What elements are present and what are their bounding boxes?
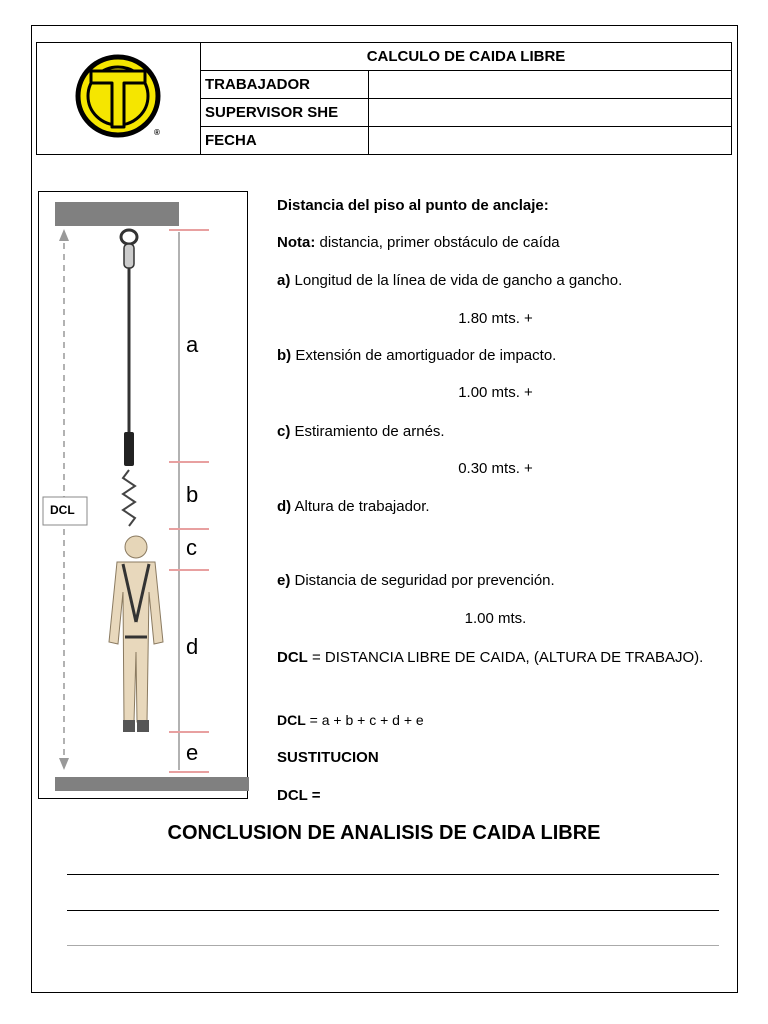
header-table (36, 42, 732, 155)
snap-hook-icon (121, 230, 137, 244)
company-logo (41, 43, 196, 149)
dcl-arrow-bottom (59, 758, 69, 770)
dcl-formula-text: = a + b + c + d + e (305, 712, 424, 728)
dcl-definition-label: DCL (277, 649, 308, 666)
date-field[interactable] (369, 127, 732, 155)
dcl-arrow-top (59, 229, 69, 241)
shock-absorber (124, 432, 134, 466)
item-c-text: Estiramiento de arnés. (290, 423, 445, 440)
worker-figure (109, 536, 163, 732)
note-text: distancia, primer obstáculo de caída (315, 234, 560, 251)
item-c-value: 0.30 mts. + (458, 460, 533, 477)
substitution-label: SUSTITUCION (277, 749, 379, 766)
anchor-beam (55, 202, 179, 226)
segment-label-e: e (186, 740, 199, 765)
logo-cell (37, 43, 201, 155)
item-e-key: e) (277, 572, 291, 589)
section-heading: Distancia del piso al punto de anclaje: (277, 197, 549, 214)
conclusion-line-3[interactable] (67, 945, 719, 946)
item-a-value: 1.80 mts. + (458, 310, 533, 327)
date-label: FECHA (201, 127, 369, 155)
conclusion-title: CONCLUSION DE ANALISIS DE CAIDA LIBRE (167, 822, 601, 844)
dcl-definition (277, 647, 714, 669)
segment-label-c: c (186, 535, 197, 560)
item-b-key: b) (277, 347, 292, 364)
conclusion-line-1[interactable] (67, 874, 719, 875)
spring-icon (123, 470, 135, 526)
worker-label: TRABAJADOR (201, 71, 369, 99)
note-line (277, 234, 714, 252)
item-c (277, 423, 714, 441)
dcl-formula (277, 711, 714, 729)
dcl-result: DCL = (277, 787, 321, 804)
supervisor-label: SUPERVISOR SHE (201, 99, 369, 127)
item-e-text: Distancia de seguridad por prevención. (290, 572, 555, 589)
item-a-text: Longitud de la línea de vida de gancho a gancho. (290, 272, 623, 289)
fall-clearance-diagram (38, 191, 248, 799)
registered-mark: ® (154, 128, 160, 137)
item-e (277, 572, 714, 590)
floor-bar (55, 777, 249, 791)
item-b (277, 347, 714, 365)
item-b-text: Extensión de amortiguador de impacto. (291, 347, 557, 364)
supervisor-field[interactable] (369, 99, 732, 127)
segment-label-a: a (186, 332, 199, 357)
document-title: CALCULO DE CAIDA LIBRE (201, 43, 732, 71)
item-c-key: c) (277, 423, 291, 440)
item-d-key: d) (277, 498, 292, 515)
item-e-value: 1.00 mts. (464, 610, 527, 627)
dcl-formula-label: DCL (277, 712, 306, 728)
diagram-graphic (39, 192, 249, 800)
item-b-value: 1.00 mts. + (458, 384, 533, 401)
note-label: Nota: (277, 234, 316, 251)
dcl-label: DCL (50, 503, 75, 517)
conclusion-line-2[interactable] (67, 910, 719, 911)
item-a (277, 272, 714, 290)
segment-label-b: b (186, 482, 199, 507)
segment-label-d: d (186, 634, 199, 659)
worker-field[interactable] (369, 71, 732, 99)
dcl-definition-text: = DISTANCIA LIBRE DE CAIDA, (ALTURA DE TRABAJO). (307, 649, 704, 666)
item-d (277, 498, 714, 516)
item-d-text: Altura de trabajador. (291, 498, 430, 515)
item-a-key: a) (277, 272, 291, 289)
